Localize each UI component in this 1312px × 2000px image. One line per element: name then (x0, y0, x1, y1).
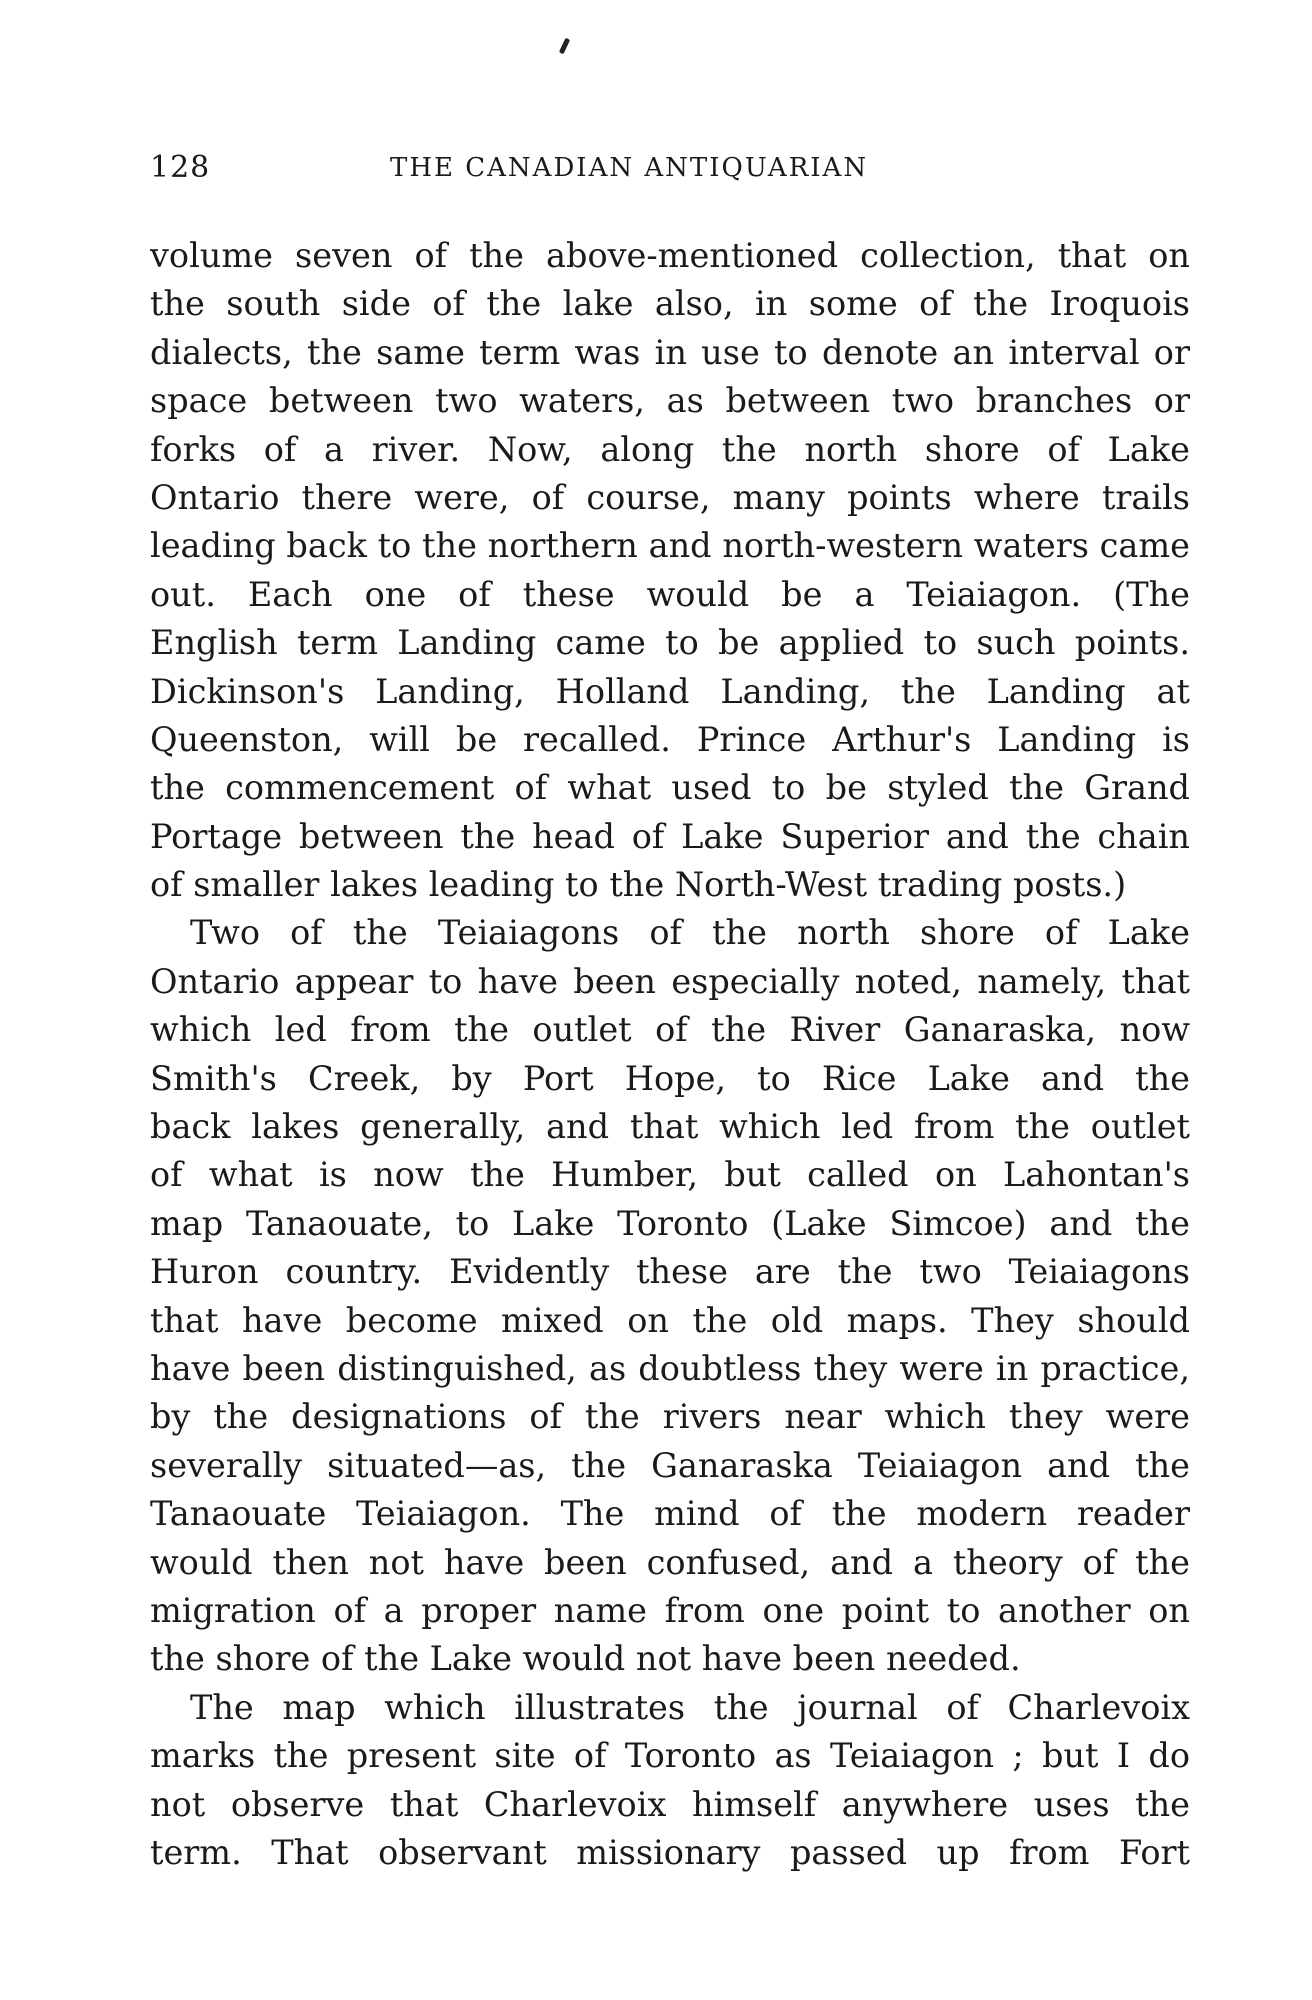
text-line: Portage between the head of Lake Superior and the chain (150, 816, 1190, 856)
text-line: by the designations of the rivers near which they were (150, 1397, 1190, 1437)
running-head (150, 150, 1190, 190)
text-line: have been distinguished, as doubtless they were in practice, (150, 1348, 1190, 1388)
text-line: not observe that Charlevoix himself anywhere uses the (150, 1784, 1190, 1824)
text-line: English term Landing came to be applied to such points. (150, 623, 1190, 663)
text-line: the south side of the lake also, in some of the Iroquois (150, 284, 1190, 324)
text-line: the commencement of what used to be styled the Grand (150, 768, 1190, 808)
text-line: which led from the outlet of the River Ganaraska, now (150, 1010, 1190, 1050)
running-title: THE CANADIAN ANTIQUARIAN (390, 153, 869, 183)
text-line: of what is now the Humber, but called on Lahontan's (150, 1155, 1190, 1195)
text-line: The map which illustrates the journal of Charlevoix (190, 1687, 1190, 1727)
text-line: out. Each one of these would be a Teiaiagon. (The (150, 574, 1190, 614)
page-number: 128 (150, 150, 211, 185)
text-line: space between two waters, as between two branches or (150, 381, 1190, 421)
text-line: severally situated—as, the Ganaraska Teiaiagon and the (150, 1445, 1190, 1485)
book-page (150, 0, 1190, 2000)
text-line: Huron country. Evidently these are the two Teiaiagons (150, 1252, 1190, 1292)
text-line: Ontario there were, of course, many points where trails (150, 477, 1190, 517)
text-line: volume seven of the above-mentioned collection, that on (150, 236, 1190, 275)
text-line: of smaller lakes leading to the North-West trading posts.) (150, 865, 1127, 905)
text-line: Smith's Creek, by Port Hope, to Rice Lake and the (150, 1058, 1190, 1098)
text-line: Tanaouate Teiaiagon. The mind of the modern reader (150, 1494, 1190, 1534)
text-line: map Tanaouate, to Lake Toronto (Lake Simcoe) and the (150, 1203, 1190, 1243)
text-line: forks of a river. Now, along the north shore of Lake (150, 429, 1190, 469)
text-line: Dickinson's Landing, Holland Landing, the Landing at (150, 671, 1190, 711)
text-line: that have become mixed on the old maps. They should (150, 1300, 1190, 1340)
text-line: back lakes generally, and that which led from the outlet (150, 1107, 1190, 1147)
text-line: the shore of the Lake would not have been needed. (150, 1639, 1021, 1679)
text-line: leading back to the northern and north-western waters came (150, 526, 1190, 566)
text-line: dialects, the same term was in use to denote an interval or (150, 332, 1190, 372)
text-line: Two of the Teiaiagons of the north shore of Lake (190, 913, 1190, 953)
pencil-mark-icon (559, 38, 570, 55)
text-line: Queenston, will be recalled. Prince Arthur's Landing is (150, 719, 1190, 759)
text-line: would then not have been confused, and a theory of the (150, 1542, 1190, 1582)
text-line: term. That observant missionary passed up from Fort (150, 1832, 1190, 1872)
text-line: Ontario appear to have been especially noted, namely, that (150, 961, 1190, 1001)
body-text (150, 232, 1190, 1877)
text-line: marks the present site of Toronto as Teiaiagon ; but I do (150, 1736, 1190, 1776)
text-line: migration of a proper name from one point to another on (150, 1590, 1190, 1630)
